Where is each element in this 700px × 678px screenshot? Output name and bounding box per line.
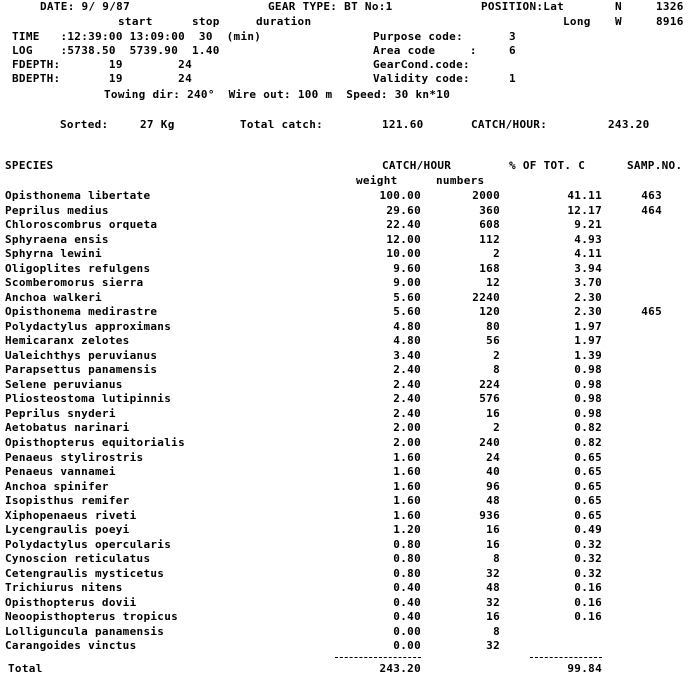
numbers-cell: 2240 bbox=[472, 291, 500, 304]
percent-cell: 0.49 bbox=[574, 523, 602, 536]
sample-number-cell: 465 bbox=[641, 305, 662, 318]
sample-number-header: SAMP.NO. bbox=[627, 159, 683, 172]
weight-cell: 9.00 bbox=[393, 276, 421, 289]
percent-cell: 2.30 bbox=[574, 305, 602, 318]
weight-cell: 29.60 bbox=[386, 204, 421, 217]
species-name: Oligoplites refulgens bbox=[5, 262, 151, 275]
catch-per-hour-value: 243.20 bbox=[608, 118, 650, 131]
area-label: Area code : bbox=[373, 44, 477, 57]
species-name: Anchoa spinifer bbox=[5, 480, 109, 493]
species-name: Lycengraulis poeyi bbox=[5, 523, 130, 536]
numbers-cell: 2 bbox=[493, 349, 500, 362]
species-name: Penaeus vannamei bbox=[5, 465, 116, 478]
numbers-cell: 8 bbox=[493, 363, 500, 376]
numbers-cell: 2 bbox=[493, 421, 500, 434]
species-name: Polydactylus opercularis bbox=[5, 538, 172, 551]
species-name: Trichiurus nitens bbox=[5, 581, 123, 594]
numbers-cell: 240 bbox=[479, 436, 500, 449]
weight-cell: 0.80 bbox=[393, 567, 421, 580]
weight-cell: 1.60 bbox=[393, 509, 421, 522]
percent-cell: 0.98 bbox=[574, 378, 602, 391]
species-name: Polydactylus approximans bbox=[5, 320, 172, 333]
pct-total-header: % OF TOT. C bbox=[509, 159, 586, 172]
total-percent: 99.84 bbox=[567, 662, 602, 675]
numbers-header: numbers bbox=[436, 174, 485, 187]
species-name: Lolliguncula panamensis bbox=[5, 625, 165, 638]
numbers-cell: 8 bbox=[493, 552, 500, 565]
percent-cell: 0.65 bbox=[574, 480, 602, 493]
total-weight: 243.20 bbox=[379, 662, 421, 675]
weight-cell: 0.00 bbox=[393, 639, 421, 652]
weight-cell: 4.80 bbox=[393, 320, 421, 333]
total-catch-label: Total catch: bbox=[240, 118, 324, 131]
weight-cell: 12.00 bbox=[386, 233, 421, 246]
numbers-cell: 96 bbox=[486, 480, 500, 493]
weight-cell: 2.40 bbox=[393, 392, 421, 405]
col-stop: stop bbox=[192, 15, 220, 28]
numbers-cell: 8 bbox=[493, 625, 500, 638]
numbers-cell: 16 bbox=[486, 610, 500, 623]
numbers-cell: 16 bbox=[486, 538, 500, 551]
total-label: Total bbox=[8, 662, 43, 675]
species-name: Opisthonema medirastre bbox=[5, 305, 158, 318]
percent-cell: 41.11 bbox=[567, 189, 602, 202]
species-name: Anchoa walkeri bbox=[5, 291, 102, 304]
log-row: LOG :5738.50 5739.90 1.40 bbox=[12, 44, 220, 57]
lat-hemisphere: N bbox=[615, 0, 622, 13]
weight-cell: 1.60 bbox=[393, 465, 421, 478]
weight-cell: 4.80 bbox=[393, 334, 421, 347]
position-label: POSITION:Lat bbox=[481, 0, 565, 13]
weight-cell: 2.00 bbox=[393, 436, 421, 449]
species-name: Carangoides vinctus bbox=[5, 639, 137, 652]
species-name: Peprilus snyderi bbox=[5, 407, 116, 420]
species-name: Opisthonema libertate bbox=[5, 189, 151, 202]
percent-cell: 0.32 bbox=[574, 538, 602, 551]
weight-cell: 1.60 bbox=[393, 494, 421, 507]
long-hemisphere: W bbox=[615, 15, 622, 28]
gear-type: GEAR TYPE: BT No:1 bbox=[268, 0, 393, 13]
weight-cell: 1.20 bbox=[393, 523, 421, 536]
weight-cell: 0.00 bbox=[393, 625, 421, 638]
percent-cell: 2.30 bbox=[574, 291, 602, 304]
col-start: start bbox=[118, 15, 153, 28]
percent-cell: 0.98 bbox=[574, 407, 602, 420]
numbers-cell: 48 bbox=[486, 494, 500, 507]
numbers-cell: 360 bbox=[479, 204, 500, 217]
percent-cell: 0.65 bbox=[574, 451, 602, 464]
numbers-cell: 32 bbox=[486, 596, 500, 609]
numbers-cell: 16 bbox=[486, 523, 500, 536]
percent-cell: 1.97 bbox=[574, 334, 602, 347]
species-name: Aetobatus narinari bbox=[5, 421, 130, 434]
weight-cell: 1.60 bbox=[393, 451, 421, 464]
percent-cell: 0.16 bbox=[574, 581, 602, 594]
numbers-cell: 56 bbox=[486, 334, 500, 347]
percent-cell: 0.32 bbox=[574, 567, 602, 580]
weight-cell: 0.80 bbox=[393, 538, 421, 551]
species-name: Isopisthus remifer bbox=[5, 494, 130, 507]
percent-cell: 0.65 bbox=[574, 494, 602, 507]
numbers-cell: 80 bbox=[486, 320, 500, 333]
species-name: Opisthopterus equitorialis bbox=[5, 436, 185, 449]
species-name: Hemicaranx zelotes bbox=[5, 334, 130, 347]
percent-cell: 0.65 bbox=[574, 509, 602, 522]
numbers-cell: 608 bbox=[479, 218, 500, 231]
numbers-cell: 12 bbox=[486, 276, 500, 289]
pct-total-rule bbox=[530, 657, 602, 658]
bdepth-row: BDEPTH: 19 24 bbox=[12, 72, 192, 85]
numbers-cell: 24 bbox=[486, 451, 500, 464]
sample-number-cell: 464 bbox=[641, 204, 662, 217]
numbers-cell: 936 bbox=[479, 509, 500, 522]
percent-cell: 0.98 bbox=[574, 392, 602, 405]
sorted-label: Sorted: bbox=[60, 118, 109, 131]
weight-cell: 10.00 bbox=[386, 247, 421, 260]
percent-cell: 0.65 bbox=[574, 465, 602, 478]
percent-cell: 4.11 bbox=[574, 247, 602, 260]
weight-cell: 100.00 bbox=[379, 189, 421, 202]
percent-cell: 0.82 bbox=[574, 421, 602, 434]
percent-cell: 3.94 bbox=[574, 262, 602, 275]
species-name: Chloroscombrus orqueta bbox=[5, 218, 158, 231]
species-name: Scomberomorus sierra bbox=[5, 276, 144, 289]
percent-cell: 0.98 bbox=[574, 363, 602, 376]
weight-cell: 0.40 bbox=[393, 596, 421, 609]
numbers-cell: 120 bbox=[479, 305, 500, 318]
validity-value: 1 bbox=[509, 72, 516, 85]
purpose-value: 3 bbox=[509, 30, 516, 43]
weight-cell: 0.80 bbox=[393, 552, 421, 565]
percent-cell: 12.17 bbox=[567, 204, 602, 217]
percent-cell: 9.21 bbox=[574, 218, 602, 231]
weight-header: weight bbox=[356, 174, 398, 187]
percent-cell: 1.97 bbox=[574, 320, 602, 333]
species-name: Parapsettus panamensis bbox=[5, 363, 158, 376]
sorted-value: 27 Kg bbox=[140, 118, 175, 131]
gearcond-label: GearCond.code: bbox=[373, 58, 470, 71]
validity-label: Validity code: bbox=[373, 72, 470, 85]
numbers-cell: 168 bbox=[479, 262, 500, 275]
towing-row: Towing dir: 240° Wire out: 100 m Speed: 30 kn*10 bbox=[104, 88, 451, 101]
weight-total-rule bbox=[335, 657, 421, 658]
species-name: Ualeichthys peruvianus bbox=[5, 349, 158, 362]
numbers-cell: 48 bbox=[486, 581, 500, 594]
numbers-cell: 32 bbox=[486, 639, 500, 652]
weight-cell: 3.40 bbox=[393, 349, 421, 362]
species-name: Sphyraena ensis bbox=[5, 233, 109, 246]
fdepth-row: FDEPTH: 19 24 bbox=[12, 58, 192, 71]
percent-cell: 0.82 bbox=[574, 436, 602, 449]
species-name: Xiphopenaeus riveti bbox=[5, 509, 137, 522]
area-value: 6 bbox=[509, 44, 516, 57]
species-name: Opisthopterus dovii bbox=[5, 596, 137, 609]
percent-cell: 0.32 bbox=[574, 552, 602, 565]
percent-cell: 0.16 bbox=[574, 610, 602, 623]
species-name: Cetengraulis mysticetus bbox=[5, 567, 165, 580]
long-value: 8916 bbox=[656, 15, 684, 28]
weight-cell: 2.40 bbox=[393, 378, 421, 391]
col-duration: duration bbox=[256, 15, 312, 28]
long-label: Long bbox=[563, 15, 591, 28]
species-name: Neoopisthopterus tropicus bbox=[5, 610, 179, 623]
date: DATE: 9/ 9/87 bbox=[40, 0, 130, 13]
weight-cell: 2.00 bbox=[393, 421, 421, 434]
numbers-cell: 40 bbox=[486, 465, 500, 478]
species-header: SPECIES bbox=[5, 159, 54, 172]
weight-cell: 2.40 bbox=[393, 407, 421, 420]
numbers-cell: 224 bbox=[479, 378, 500, 391]
numbers-cell: 32 bbox=[486, 567, 500, 580]
species-name: Penaeus stylirostris bbox=[5, 451, 144, 464]
weight-cell: 2.40 bbox=[393, 363, 421, 376]
species-name: Peprilus medius bbox=[5, 204, 109, 217]
weight-cell: 5.60 bbox=[393, 291, 421, 304]
weight-cell: 0.40 bbox=[393, 610, 421, 623]
numbers-cell: 2000 bbox=[472, 189, 500, 202]
numbers-cell: 112 bbox=[479, 233, 500, 246]
species-name: Pliosteostoma lutipinnis bbox=[5, 392, 172, 405]
weight-cell: 22.40 bbox=[386, 218, 421, 231]
weight-cell: 0.40 bbox=[393, 581, 421, 594]
total-catch-value: 121.60 bbox=[382, 118, 424, 131]
numbers-cell: 576 bbox=[479, 392, 500, 405]
time-row: TIME :12:39:00 13:09:00 30 (min) bbox=[12, 30, 262, 43]
purpose-label: Purpose code: bbox=[373, 30, 463, 43]
numbers-cell: 2 bbox=[493, 247, 500, 260]
species-name: Sphyrna lewini bbox=[5, 247, 102, 260]
numbers-cell: 16 bbox=[486, 407, 500, 420]
weight-cell: 9.60 bbox=[393, 262, 421, 275]
percent-cell: 3.70 bbox=[574, 276, 602, 289]
species-name: Selene peruvianus bbox=[5, 378, 123, 391]
species-name: Cynoscion reticulatus bbox=[5, 552, 151, 565]
catch-hour-header: CATCH/HOUR bbox=[382, 159, 452, 172]
percent-cell: 4.93 bbox=[574, 233, 602, 246]
weight-cell: 1.60 bbox=[393, 480, 421, 493]
percent-cell: 0.16 bbox=[574, 596, 602, 609]
catch-per-hour-label: CATCH/HOUR: bbox=[471, 118, 548, 131]
lat-value: 1326 bbox=[656, 0, 684, 13]
sample-number-cell: 463 bbox=[641, 189, 662, 202]
weight-cell: 5.60 bbox=[393, 305, 421, 318]
percent-cell: 1.39 bbox=[574, 349, 602, 362]
